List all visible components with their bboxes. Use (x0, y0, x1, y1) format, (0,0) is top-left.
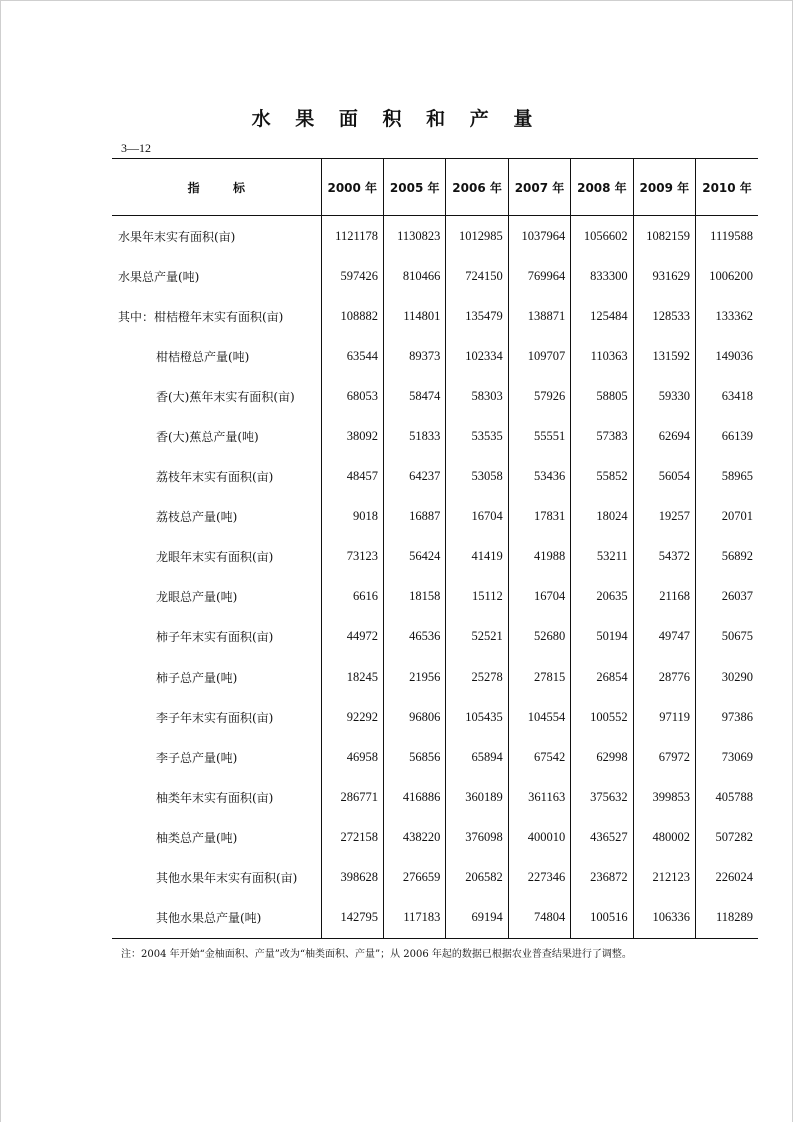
table-cell: 41988 (508, 537, 570, 577)
table-cell: 46958 (321, 737, 383, 777)
table-cell: 58965 (696, 457, 758, 497)
table-cell: 597426 (321, 256, 383, 296)
table-cell: 74804 (508, 898, 570, 939)
table-cell: 6616 (321, 577, 383, 617)
table-cell: 65894 (446, 737, 508, 777)
table-cell: 55551 (508, 416, 570, 456)
table-cell: 1012985 (446, 216, 508, 257)
table-cell: 26854 (571, 657, 633, 697)
table-cell: 25278 (446, 657, 508, 697)
table-row (112, 457, 758, 497)
row-label: 龙眼年末实有面积(亩) (156, 550, 274, 565)
table-cell: 73123 (321, 537, 383, 577)
table-cell: 56054 (633, 457, 695, 497)
row-label: 香(大)蕉年末实有面积(亩) (156, 389, 295, 404)
table-cell: 128533 (633, 296, 695, 336)
table-number: 3—12 (121, 141, 151, 155)
table-cell: 438220 (383, 817, 445, 857)
table-row (112, 416, 758, 456)
table-cell: 810466 (383, 256, 445, 296)
table-cell: 62694 (633, 416, 695, 456)
table-cell: 44972 (321, 617, 383, 657)
table-cell: 9018 (321, 497, 383, 537)
table-cell: 15112 (446, 577, 508, 617)
table-cell: 131592 (633, 336, 695, 376)
table-cell: 19257 (633, 497, 695, 537)
row-label: 柿子年末实有面积(亩) (156, 630, 274, 645)
table-cell: 56892 (696, 537, 758, 577)
table-cell: 135479 (446, 296, 508, 336)
table-cell: 57383 (571, 416, 633, 456)
table-cell: 138871 (508, 296, 570, 336)
table-row (112, 336, 758, 376)
table-row (112, 858, 758, 898)
table-cell: 64237 (383, 457, 445, 497)
table-cell: 67542 (508, 737, 570, 777)
header-year: 2005 年 (383, 159, 445, 216)
table-cell: 118289 (696, 898, 758, 939)
header-indicator: 指 标 (112, 159, 321, 216)
table-cell: 58474 (383, 376, 445, 416)
table-cell: 400010 (508, 817, 570, 857)
table-cell: 109707 (508, 336, 570, 376)
table-cell: 58805 (571, 376, 633, 416)
table-cell: 276659 (383, 858, 445, 898)
table-cell: 125484 (571, 296, 633, 336)
row-label: 柑桔橙总产量(吨) (156, 349, 250, 364)
page-border-top (0, 0, 793, 1)
table-cell: 16704 (508, 577, 570, 617)
table-cell: 89373 (383, 336, 445, 376)
table-cell: 206582 (446, 858, 508, 898)
table-cell: 53211 (571, 537, 633, 577)
table-cell: 1082159 (633, 216, 695, 257)
table-cell: 212123 (633, 858, 695, 898)
table-cell: 398628 (321, 858, 383, 898)
table-cell: 51833 (383, 416, 445, 456)
row-label: 柚类年末实有面积(亩) (156, 790, 274, 805)
footnote: 注：2004 年开始“金柚面积、产量”改为“柚类面积、产量”；从 2006 年起的数据已根据农业普查结果进行了调整。 (121, 949, 632, 960)
table-cell: 46536 (383, 617, 445, 657)
table-row (112, 777, 758, 817)
table-row (112, 817, 758, 857)
table-row (112, 577, 758, 617)
table-cell: 100516 (571, 898, 633, 939)
table-cell: 18024 (571, 497, 633, 537)
table-cell: 1037964 (508, 216, 570, 257)
row-label: 柚类总产量(吨) (156, 830, 238, 845)
table-cell: 38092 (321, 416, 383, 456)
table-cell: 49747 (633, 617, 695, 657)
table-cell: 104554 (508, 697, 570, 737)
row-label: 龙眼总产量(吨) (156, 590, 238, 605)
table-cell: 100552 (571, 697, 633, 737)
table-cell: 108882 (321, 296, 383, 336)
row-label: 水果年末实有面积(亩) (118, 229, 236, 244)
table-cell: 56856 (383, 737, 445, 777)
table-cell: 58303 (446, 376, 508, 416)
table-cell: 106336 (633, 898, 695, 939)
table-row (112, 657, 758, 697)
table-cell: 236872 (571, 858, 633, 898)
table-cell: 405788 (696, 777, 758, 817)
table-cell: 102334 (446, 336, 508, 376)
table-cell: 56424 (383, 537, 445, 577)
table-cell: 375632 (571, 777, 633, 817)
row-label: 其他水果总产量(吨) (112, 898, 321, 939)
table-cell: 1006200 (696, 256, 758, 296)
table-row (112, 697, 758, 737)
table-cell: 272158 (321, 817, 383, 857)
row-label: 香(大)蕉总产量(吨) (156, 430, 259, 445)
table-cell: 1119588 (696, 216, 758, 257)
table-cell: 769964 (508, 256, 570, 296)
table-cell: 96806 (383, 697, 445, 737)
table-cell: 226024 (696, 858, 758, 898)
table-row (112, 898, 758, 939)
table-cell: 117183 (383, 898, 445, 939)
table-cell: 16704 (446, 497, 508, 537)
row-label: 李子总产量(吨) (156, 750, 238, 765)
table-cell: 92292 (321, 697, 383, 737)
table-cell: 59330 (633, 376, 695, 416)
header-year: 2009 年 (633, 159, 695, 216)
table-row (112, 376, 758, 416)
table-cell: 21956 (383, 657, 445, 697)
table-cell: 227346 (508, 858, 570, 898)
table-cell: 41419 (446, 537, 508, 577)
row-label: 李子年末实有面积(亩) (156, 710, 274, 725)
table-row (112, 296, 758, 336)
header-year: 2006 年 (446, 159, 508, 216)
table-cell: 50194 (571, 617, 633, 657)
table-cell: 67972 (633, 737, 695, 777)
table-cell: 55852 (571, 457, 633, 497)
table-cell: 66139 (696, 416, 758, 456)
table-cell: 30290 (696, 657, 758, 697)
table-row (112, 537, 758, 577)
table-cell: 53535 (446, 416, 508, 456)
table-cell: 399853 (633, 777, 695, 817)
table-cell: 57926 (508, 376, 570, 416)
table-cell: 53436 (508, 457, 570, 497)
table-cell: 1121178 (321, 216, 383, 257)
table-cell: 436527 (571, 817, 633, 857)
table-row (112, 617, 758, 657)
table-cell: 17831 (508, 497, 570, 537)
row-label: 其他水果年末实有面积(亩) (156, 871, 298, 886)
table-cell: 833300 (571, 256, 633, 296)
table-cell: 18158 (383, 577, 445, 617)
table-cell: 376098 (446, 817, 508, 857)
table-cell: 63418 (696, 376, 758, 416)
table-cell: 20635 (571, 577, 633, 617)
table-cell: 53058 (446, 457, 508, 497)
header-year: 2000 年 (321, 159, 383, 216)
table-cell: 48457 (321, 457, 383, 497)
row-label: 其中：柑桔橙年末实有面积(亩) (118, 309, 284, 324)
table-cell: 931629 (633, 256, 695, 296)
table-row (112, 256, 758, 296)
data-table (112, 158, 758, 939)
table-cell: 20701 (696, 497, 758, 537)
table-cell: 28776 (633, 657, 695, 697)
table-cell: 416886 (383, 777, 445, 817)
header-year: 2007 年 (508, 159, 570, 216)
table-cell: 52680 (508, 617, 570, 657)
table-cell: 1056602 (571, 216, 633, 257)
table-cell: 63544 (321, 336, 383, 376)
table-cell: 62998 (571, 737, 633, 777)
table-cell: 114801 (383, 296, 445, 336)
table-cell: 286771 (321, 777, 383, 817)
table-cell: 1130823 (383, 216, 445, 257)
table-cell: 97386 (696, 697, 758, 737)
table-row (112, 216, 758, 257)
table-cell: 105435 (446, 697, 508, 737)
table-cell: 480002 (633, 817, 695, 857)
table-cell: 18245 (321, 657, 383, 697)
row-label: 荔枝年末实有面积(亩) (156, 470, 274, 485)
table-cell: 69194 (446, 898, 508, 939)
table-row (112, 737, 758, 777)
table-header-row (112, 159, 758, 216)
header-year: 2010 年 (696, 159, 758, 216)
table-cell: 110363 (571, 336, 633, 376)
table-cell: 50675 (696, 617, 758, 657)
row-label: 柿子总产量(吨) (156, 670, 238, 685)
table-cell: 507282 (696, 817, 758, 857)
table-row (112, 497, 758, 537)
row-label: 水果总产量(吨) (118, 269, 200, 284)
table-cell: 724150 (446, 256, 508, 296)
table-cell: 16887 (383, 497, 445, 537)
table-cell: 52521 (446, 617, 508, 657)
table-cell: 149036 (696, 336, 758, 376)
table-cell: 26037 (696, 577, 758, 617)
table-cell: 21168 (633, 577, 695, 617)
page-title: 水 果 面 积 和 产 量 (251, 108, 542, 130)
table-cell: 68053 (321, 376, 383, 416)
page-border-left (0, 0, 1, 1122)
table-cell: 27815 (508, 657, 570, 697)
table-cell: 142795 (321, 898, 383, 939)
table-cell: 360189 (446, 777, 508, 817)
table-cell: 97119 (633, 697, 695, 737)
table-cell: 133362 (696, 296, 758, 336)
row-label: 荔枝总产量(吨) (156, 510, 238, 525)
table-cell: 73069 (696, 737, 758, 777)
table-cell: 361163 (508, 777, 570, 817)
header-year: 2008 年 (571, 159, 633, 216)
table-cell: 54372 (633, 537, 695, 577)
